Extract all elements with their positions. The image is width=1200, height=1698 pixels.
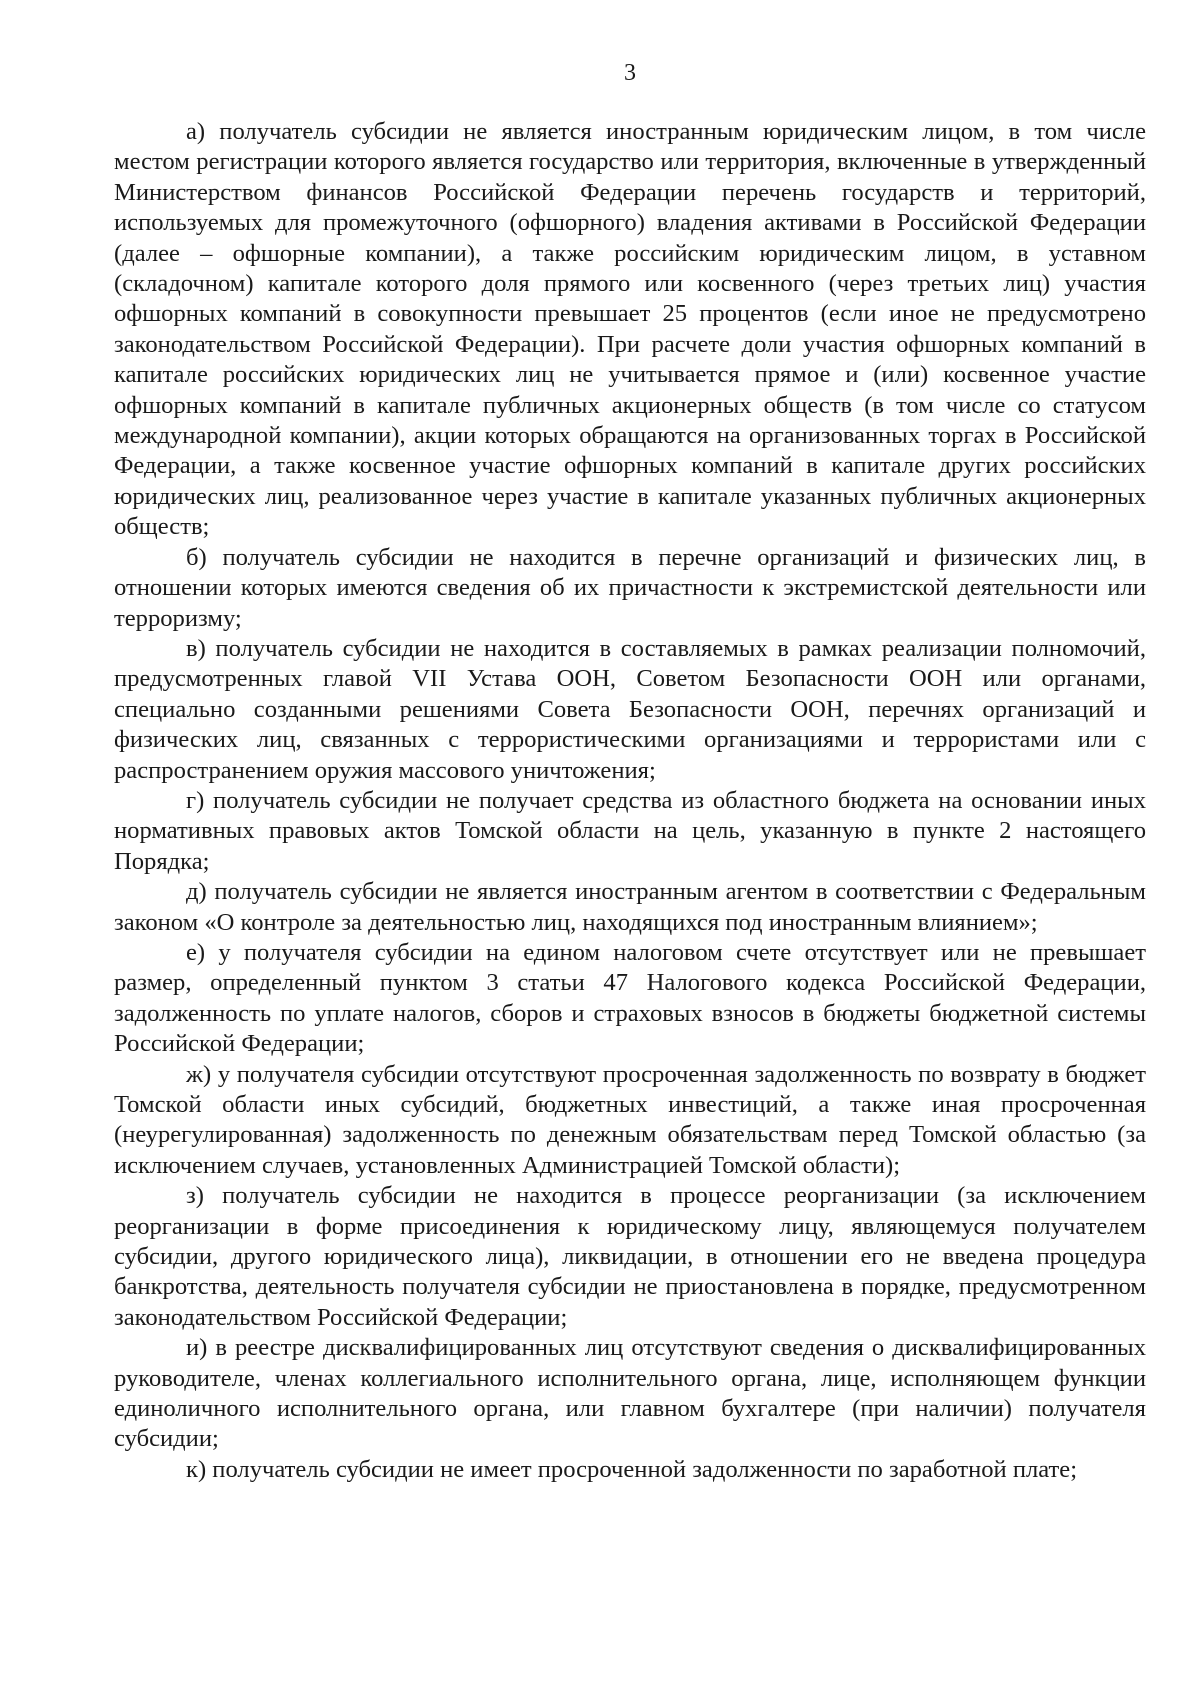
- paragraph-b: б) получатель субсидии не находится в перечне организаций и физических лиц, в отношении которых имеются сведения об их причастности к экстремистской деятельности или терроризму;: [114, 543, 1146, 632]
- paragraph-d: д) получатель субсидии не является иностранным агентом в соответствии с Федеральным законом «О контроле за деятельностью лиц, находящихся под иностранным влиянием»;: [114, 878, 1146, 936]
- paragraph-i: и) в реестре дисквалифицированных лиц отсутствуют сведения о дисквалифицированных руководителе, членах коллегиального исполнительного органа, лице, исполняющем функции единоличного исполнительного органа, или главном бухгалтере (при наличии) получателя субсидии;: [114, 1334, 1146, 1453]
- paragraph-k: к) получатель субсидии не имеет просроченной задолженности по заработной плате;: [186, 1455, 1078, 1483]
- page-number: 3: [624, 60, 636, 86]
- document-body: [114, 117, 1146, 1485]
- paragraph-g: г) получатель субсидии не получает средства из областного бюджета на основании иных нормативных правовых актов Томской области на цель, указанную в пункте 2 настоящего Порядка;: [114, 786, 1146, 875]
- paragraph-z: з) получатель субсидии не находится в процессе реорганизации (за исключением реорганизации в форме присоединения к юридическому лицу, являющемуся получателем субсидии, другого юридического лица), ликвидации, в отношении его не введена процедура банкротства, деятельность получателя субсидии не приостановлена в порядке, предусмотренном законодательством Российской Федерации;: [114, 1182, 1146, 1331]
- paragraph-a: а) получатель субсидии не является иностранным юридическим лицом, в том числе местом регистрации которого является государство или территория, включенные в утвержденный Министерством финансов Российской Федерации перечень государств и территорий, используемых для промежуточного (офшорного) владения активами в Российской Федерации (далее – офшорные компании), а также российским юридическим лицом, в уставном (складочном) капитале которого доля прямого или косвенного (через третьих лиц) участия офшорных компаний в совокупности превышает 25 процентов (если иное не предусмотрено законодательством Российской Федерации). При расчете доли участия офшорных компаний в капитале российских юридических лиц не учитывается прямое и (или) косвенное участие офшорных компаний в капитале публичных акционерных обществ (в том числе со статусом международной компании), акции которых обращаются на организованных торгах в Российской Федерации, а также косвенное участие офшорных компаний в капитале других российских юридических лиц, реализованное через участие в капитале указанных публичных акционерных обществ;: [114, 118, 1146, 541]
- paragraph-zh: ж) у получателя субсидии отсутствуют просроченная задолженность по возврату в бюджет Томской области иных субсидий, бюджетных инвестиций, а также иная просроченная (неурегулированная) задолженность по денежным обязательствам перед Томской областью (за исключением случаев, установленных Администрацией Томской области);: [114, 1060, 1146, 1179]
- paragraph-v: в) получатель субсидии не находится в составляемых в рамках реализации полномочий, предусмотренных главой VII Устава ООН, Советом Безопасности ООН или органами, специально созданными решениями Совета Безопасности ООН, перечнях организаций и физических лиц, связанных с террористическими организациями и террористами или с распространением оружия массового уничтожения;: [114, 634, 1146, 784]
- paragraph-e: е) у получателя субсидии на едином налоговом счете отсутствует или не превышает размер, определенный пунктом 3 статьи 47 Налогового кодекса Российской Федерации, задолженность по уплате налогов, сборов и страховых взносов в бюджеты бюджетной системы Российской Федерации;: [114, 938, 1146, 1058]
